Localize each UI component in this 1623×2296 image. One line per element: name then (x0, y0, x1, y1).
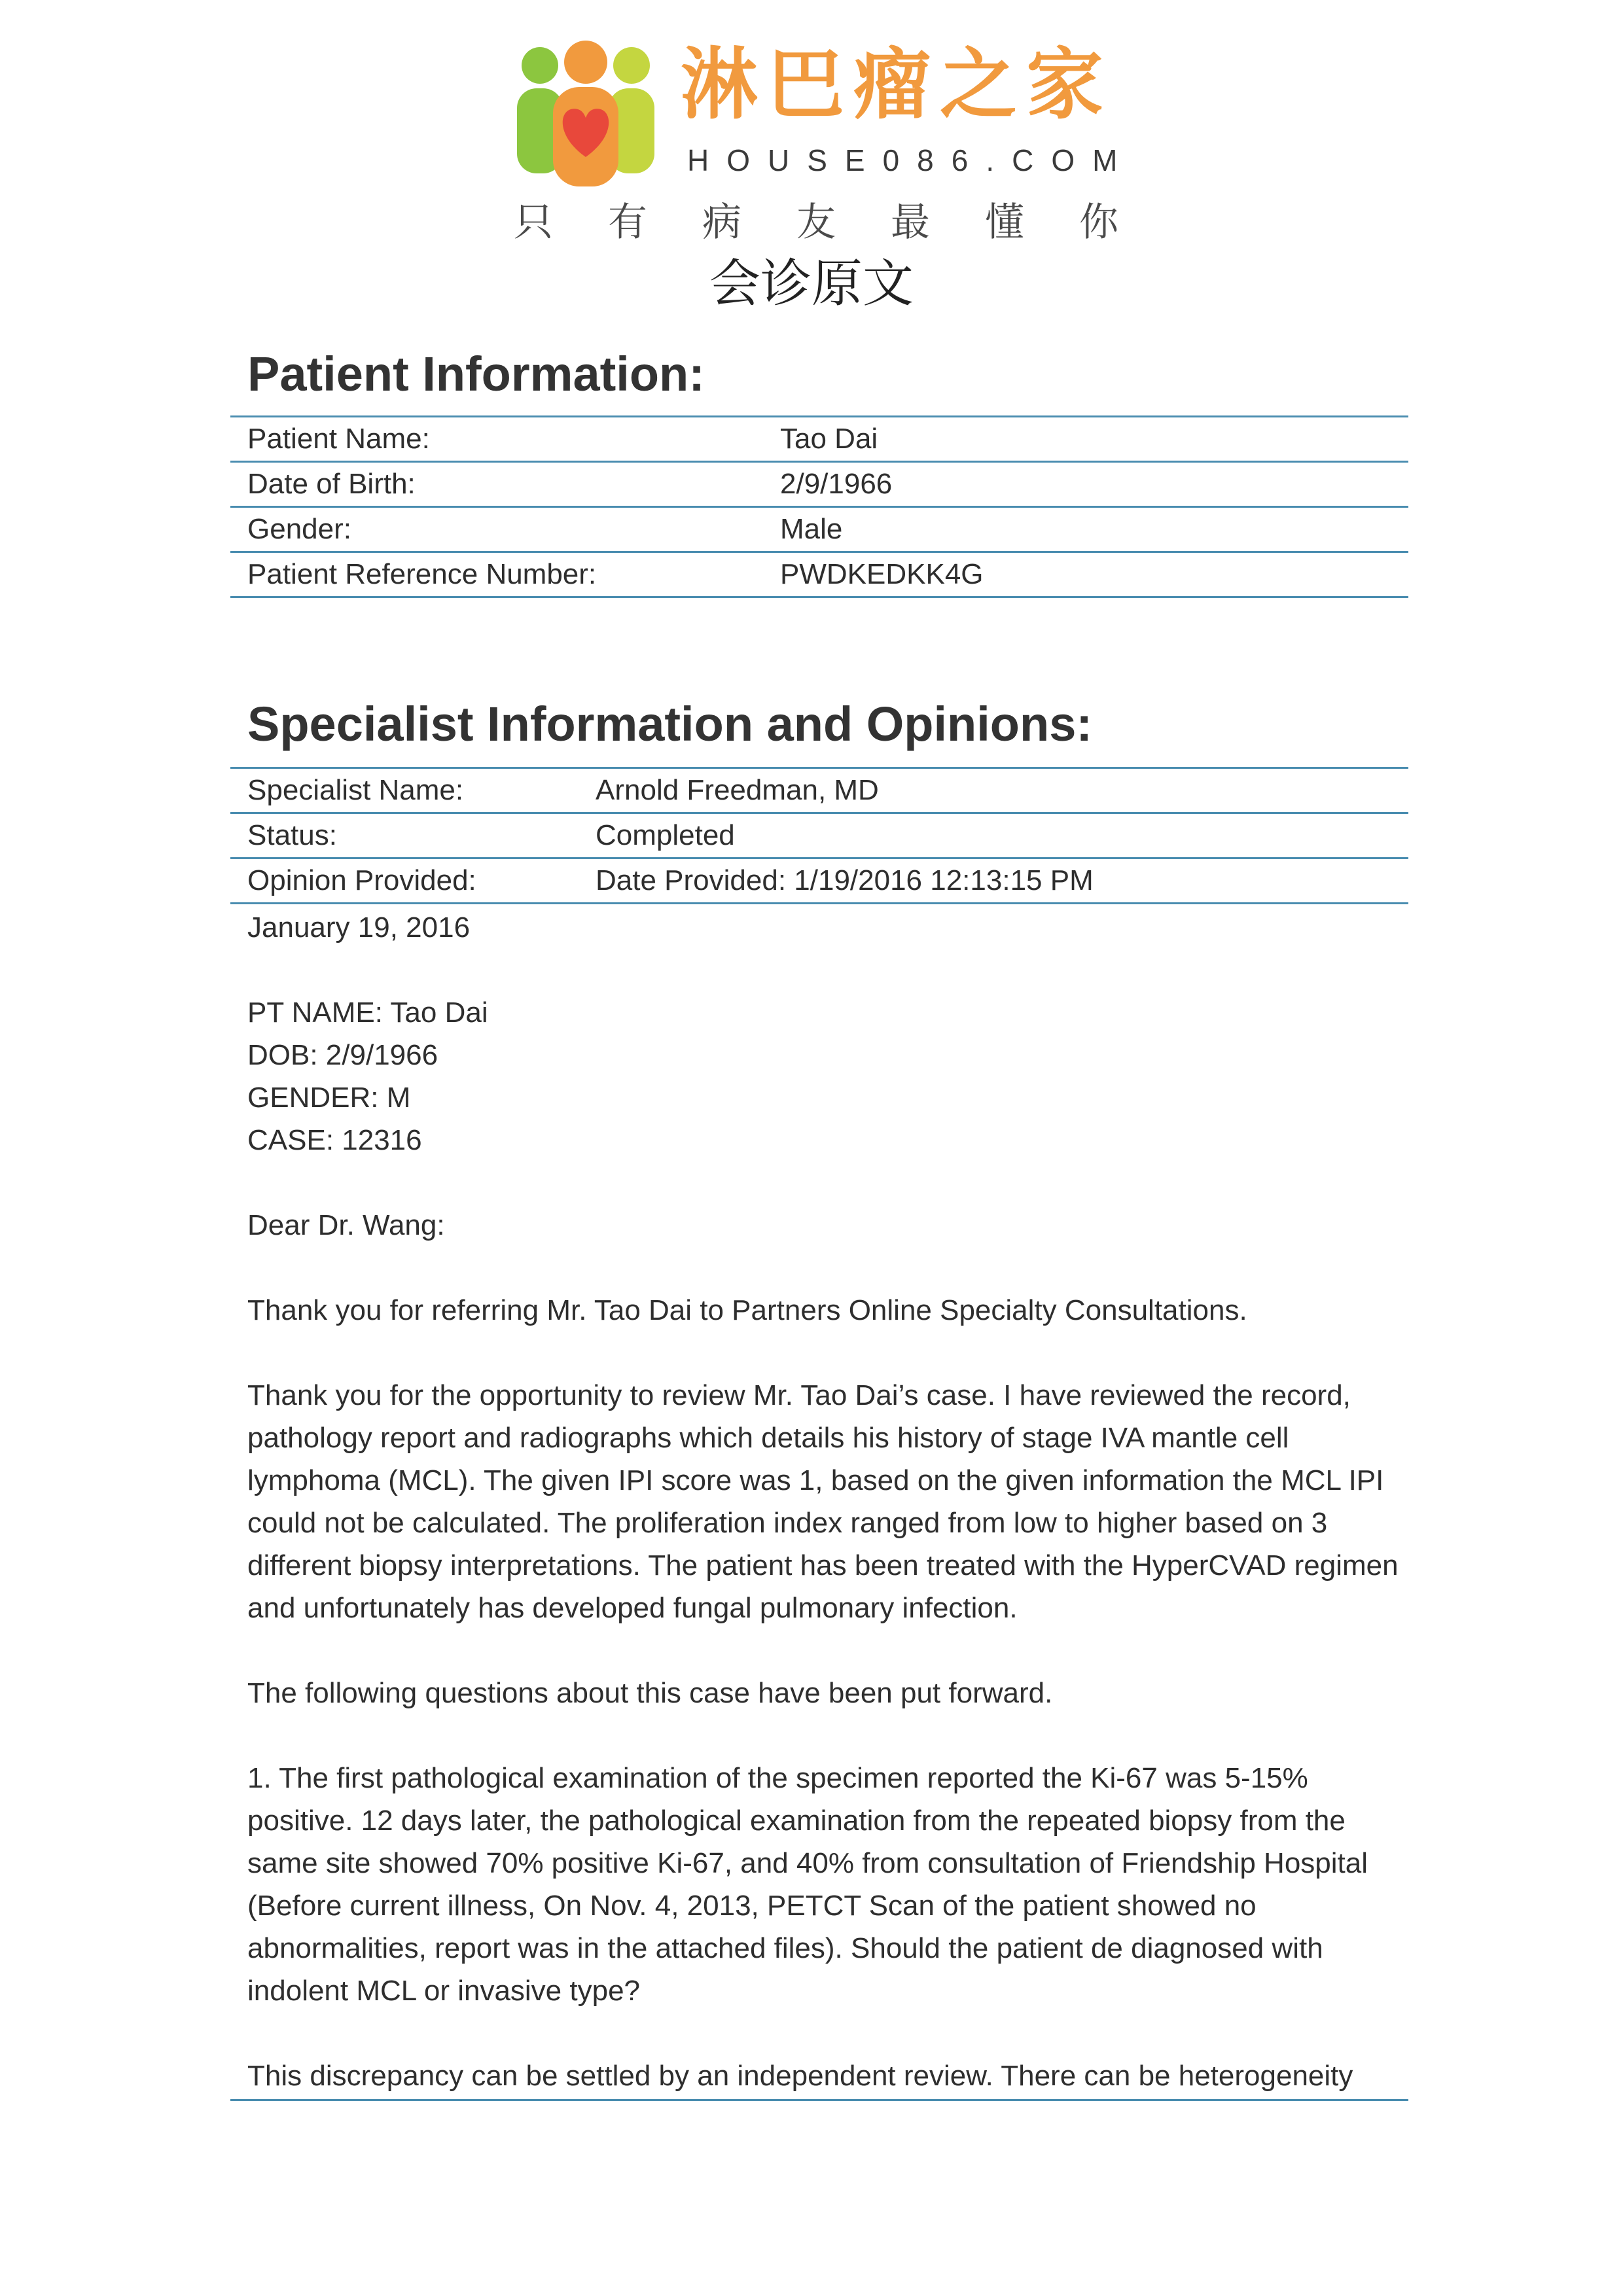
bottom-divider (230, 2099, 1408, 2101)
patient-info-table (230, 415, 1408, 598)
patient-info-heading: Patient Information: (247, 347, 705, 401)
row-label: Opinion Provided: (247, 864, 476, 896)
letter-paragraph-3: The following questions about this case have been put forward. (247, 1677, 1053, 1709)
opinion-provided-row (230, 859, 1408, 904)
row-label: Patient Name: (247, 423, 430, 455)
row-value: Date Provided: 1/19/2016 12:13:15 PM (596, 864, 1094, 896)
letter-pt-name: PT NAME: Tao Dai (247, 997, 488, 1029)
letter-case: CASE: 12316 (247, 1124, 422, 1156)
letter-paragraph-5: This discrepancy can be settled by an independent review. There can be heterogeneity (247, 2060, 1353, 2092)
page-header (0, 0, 1623, 334)
row-value: PWDKEDKK4G (780, 558, 984, 590)
brand-domain: HOUSE086.COM (687, 143, 1135, 177)
family-heart-logo-icon (514, 36, 658, 186)
letter-dob: DOB: 2/9/1966 (247, 1039, 438, 1071)
letter-paragraph-4: 1. The first pathological examination of the specimen reported the Ki-67 was 5-15% positive. 12 days later, the pathological examination from the repeated biopsy from the same site showed 70% positive Ki-67, and 40% from consultation of Friendship Hospital (Before current illness, On Nov. 4, 2013, PETCT Scan of the patient showed no abnormalities, report was in the attached files). Should the patient de diagnosed with indolent MCL or invasive type? (247, 1762, 1368, 2007)
letter-paragraph-1: Thank you for referring Mr. Tao Dai to Partners Online Specialty Consultations. (247, 1294, 1247, 1326)
specialist-info-heading: Specialist Information and Opinions: (247, 697, 1092, 751)
row-label: Gender: (247, 513, 351, 545)
row-value: Male (780, 513, 843, 545)
letter-paragraph-2: Thank you for the opportunity to review Mr. Tao Dai’s case. I have reviewed the record, pathology report and radiographs which details his history of stage IVA mantle cell lymphoma (MCL). The given IPI score was 1, based on the given information the MCL IPI could not be calculated. The proliferation index ranged from low to higher based on 3 different biopsy interpretations. The patient has been treated with the HyperCVAD regimen and unfortunately has developed fungal pulmonary infection. (247, 1379, 1399, 1624)
specialist-info-table (230, 767, 1408, 904)
row-label: Patient Reference Number: (247, 558, 597, 590)
reference-number-row (230, 553, 1408, 598)
row-label: Date of Birth: (247, 468, 416, 500)
letter-date: January 19, 2016 (247, 911, 471, 944)
row-label: Status: (247, 819, 337, 851)
brand-slogan: 只有病友最懂你 (514, 200, 1173, 245)
date-of-birth-row (230, 463, 1408, 508)
patient-name-row (230, 415, 1408, 463)
gender-row (230, 508, 1408, 553)
row-value: Completed (596, 819, 735, 851)
opinion-letter (247, 906, 1412, 2097)
status-row (230, 814, 1408, 859)
specialist-name-row (230, 767, 1408, 814)
letter-salutation: Dear Dr. Wang: (247, 1209, 445, 1241)
row-value: Tao Dai (780, 423, 878, 455)
row-label: Specialist Name: (247, 774, 464, 806)
row-value: 2/9/1966 (780, 468, 893, 500)
row-value: Arnold Freedman, MD (596, 774, 879, 806)
document-title: 会诊原文 (709, 255, 914, 313)
letter-gender: GENDER: M (247, 1082, 411, 1114)
brand-name-cn: 淋巴瘤之家 (681, 39, 1113, 130)
